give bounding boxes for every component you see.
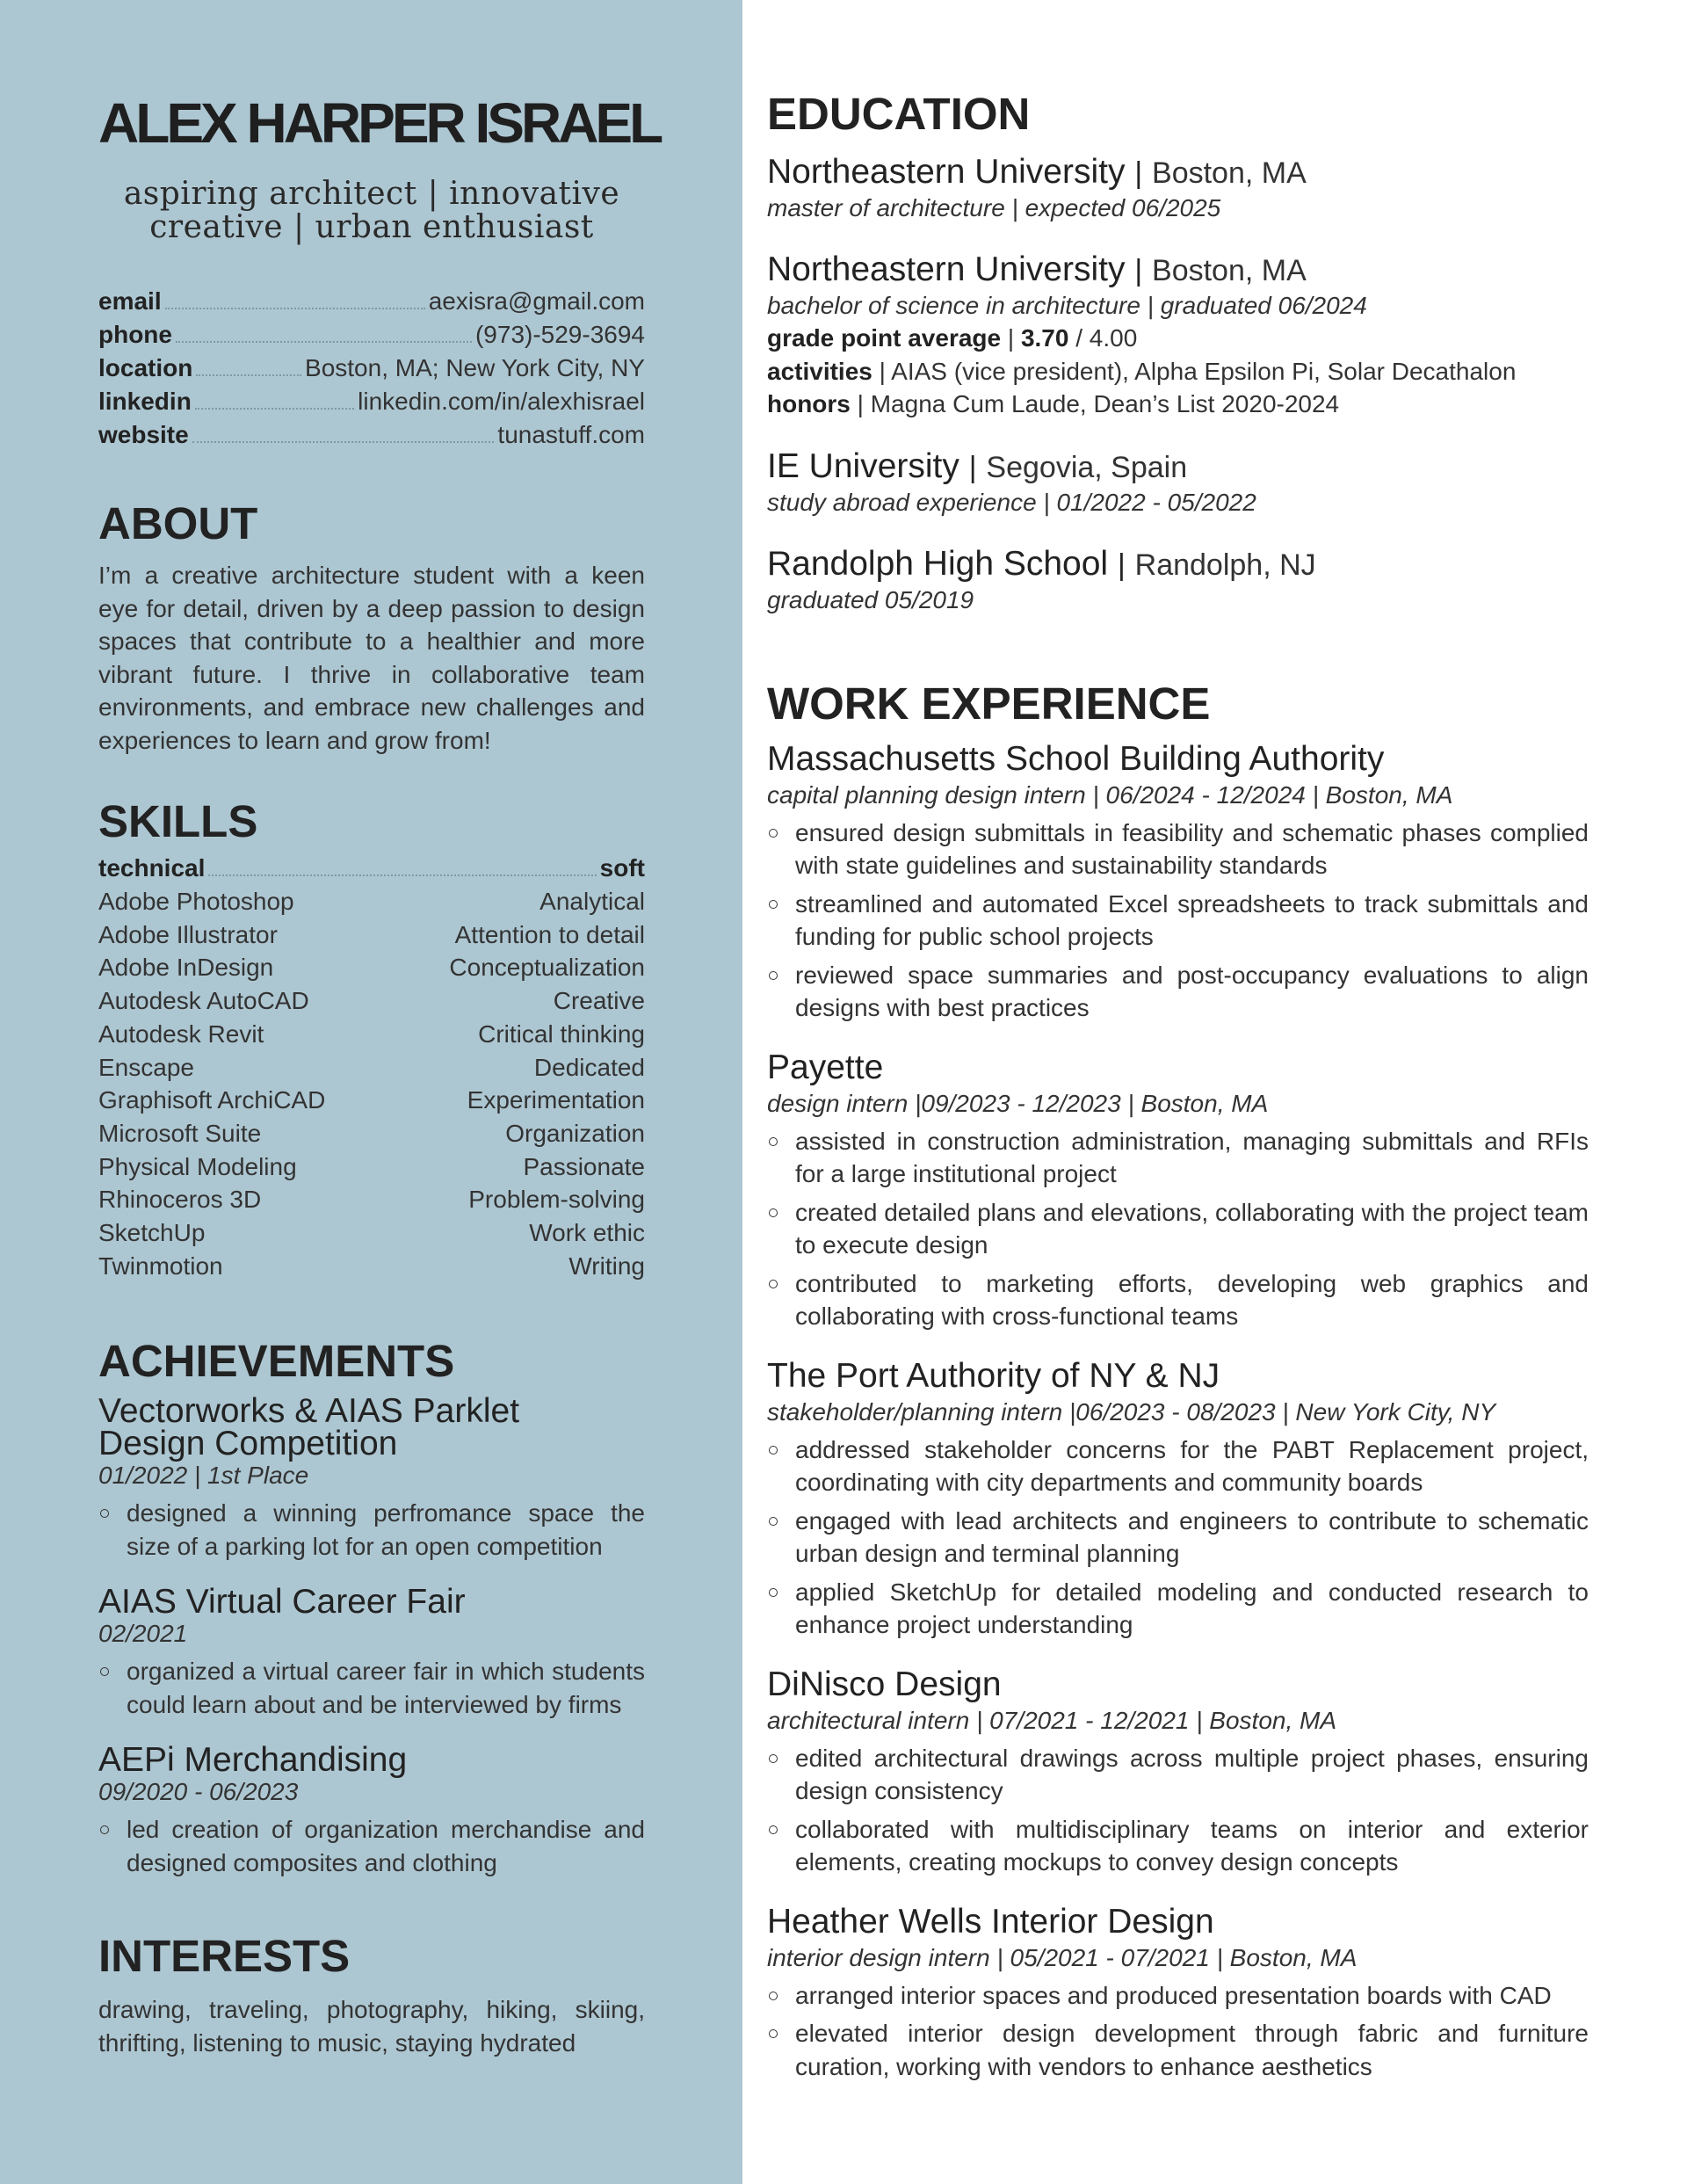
list-item: designed a winning perfromance space the size of a parking lot for an open competition — [98, 1497, 645, 1563]
job-entry — [767, 739, 1589, 1025]
technical-label: technical — [98, 854, 206, 882]
list-item: Physical Modeling — [98, 1152, 297, 1180]
job-entry — [767, 1665, 1589, 1879]
achievement-bullets — [98, 1813, 645, 1879]
list-item: Graphisoft ArchiCAD — [98, 1086, 326, 1114]
skills-heading: SKILLS — [98, 796, 258, 846]
school-line — [767, 545, 1589, 584]
leader-dots — [196, 374, 301, 376]
list-item: Writing — [568, 1252, 645, 1280]
honors-label: honors — [767, 390, 851, 417]
activities-label: activities — [767, 357, 872, 385]
list-item: Adobe Illustrator — [98, 920, 278, 948]
list-item: Experimentation — [467, 1086, 645, 1114]
contact-label: phone — [98, 321, 172, 348]
list-item: Dedicated — [533, 1053, 645, 1081]
candidate-name: ALEX HARPER ISRAEL — [98, 91, 661, 155]
soft-skills-list — [449, 885, 645, 1282]
school-name: IE University — [767, 446, 959, 485]
tagline-line-1: aspiring architect | innovative — [123, 176, 620, 212]
job-role: design intern |09/2023 - 12/2023 | Boston, MA — [767, 1089, 1269, 1117]
separator: | — [857, 390, 864, 417]
list-item: arranged interior spaces and produced presentation boards with CAD — [767, 1979, 1589, 2013]
leader-dots — [165, 308, 425, 309]
contact-label: location — [98, 354, 193, 381]
gpa-row — [767, 322, 1589, 355]
list-item: Critical thinking — [478, 1019, 645, 1048]
leader-dots — [192, 441, 495, 443]
list-item: Work ethic — [529, 1219, 645, 1247]
phone-link[interactable]: (973)-529-3694 — [474, 321, 645, 348]
list-item: collaborated with multidisciplinary teams on interior and exterior elements, creating mockups to convey design concepts — [767, 1813, 1589, 1879]
contact-list — [98, 285, 645, 452]
achievement-title-line-1: Vectorworks & AIAS Parklet — [98, 1392, 520, 1431]
website-link[interactable]: tunastuff.com — [497, 421, 645, 448]
school-location: Randolph, NJ — [1134, 548, 1316, 582]
list-item: streamlined and automated Excel spreadsheets to track submittals and funding for public school projects — [767, 888, 1589, 954]
list-item: Twinmotion — [98, 1252, 223, 1280]
achievement-title-line-2: Design Competition — [98, 1425, 398, 1463]
soft-label: soft — [599, 854, 645, 882]
job-role: capital planning design intern | 06/2024 - 12/2024 | Boston, MA — [767, 780, 1453, 809]
leader-dots — [208, 874, 596, 876]
company-name: DiNisco Design — [767, 1665, 1002, 1703]
achievement-title: AEPi Merchandising — [98, 1741, 408, 1780]
achievement-title: AIAS Virtual Career Fair — [98, 1583, 466, 1622]
list-item: Autodesk Revit — [98, 1019, 264, 1048]
achievement-title — [98, 1392, 645, 1463]
job-bullets — [767, 1979, 1589, 2084]
list-item: reviewed space summaries and post-occupancy evaluations to align designs with best practices — [767, 959, 1589, 1025]
activities-value: AIAS (vice president), Alpha Epsilon Pi, Solar Decathalon — [891, 357, 1517, 385]
sidebar-content — [98, 88, 661, 2059]
technical-skills-list — [98, 885, 325, 1282]
honors-value: Magna Cum Laude, Dean’s List 2020-2024 — [870, 390, 1340, 417]
education-heading: EDUCATION — [767, 89, 1031, 139]
sidebar-panel — [0, 0, 742, 2184]
work-experience-heading: WORK EXPERIENCE — [767, 678, 1211, 729]
job-role: stakeholder/planning intern |06/2023 - 08/2023 | New York City, NY — [767, 1397, 1496, 1426]
about-heading: ABOUT — [98, 498, 258, 548]
job-bullets — [767, 1742, 1589, 1879]
achievement-date: 09/2020 - 06/2023 — [98, 1778, 299, 1806]
school-name: Northeastern University — [767, 250, 1126, 288]
achievements-heading: ACHIEVEMENTS — [98, 1336, 455, 1387]
school-line — [767, 250, 1589, 290]
list-item: edited architectural drawings across multiple project phases, ensuring design consistency — [767, 1742, 1589, 1808]
achievement-date: 01/2022 | 1st Place — [98, 1462, 309, 1490]
job-entry — [767, 1902, 1589, 2084]
contact-linkedin — [98, 385, 645, 418]
list-item: Adobe InDesign — [98, 954, 274, 982]
school-degree: graduated 05/2019 — [767, 585, 974, 613]
contact-location — [98, 352, 645, 385]
achievement-item — [98, 1585, 645, 1721]
school-location: Segovia, Spain — [986, 450, 1188, 484]
school-degree: study abroad experience | 01/2022 - 05/2022 — [767, 488, 1256, 516]
email-link[interactable]: aexisra@gmail.com — [428, 287, 645, 315]
linkedin-link[interactable]: linkedin.com/in/alexhisrael — [358, 388, 645, 415]
activities-row — [767, 355, 1589, 388]
school-entry — [767, 545, 1589, 616]
list-item: Passionate — [523, 1152, 645, 1180]
job-bullets — [767, 1125, 1589, 1333]
achievement-item — [98, 1741, 645, 1879]
gpa-max: / 4.00 — [1075, 324, 1138, 352]
about-text: I’m a creative architecture student with a keen eye for detail, driven by a deep passion to design spaces that contribute to a healthier and more vibrant future. I thrive in collaborative team environments, and embrace new challenges and experiences to learn and grow from! — [98, 562, 645, 754]
school-degree: master of architecture | expected 06/2025 — [767, 194, 1221, 221]
contact-phone — [98, 318, 645, 352]
school-location: Boston, MA — [1152, 156, 1307, 190]
skills-column-headers — [98, 852, 645, 885]
separator: | — [968, 450, 977, 484]
school-entry — [767, 250, 1589, 421]
job-bullets — [767, 816, 1589, 1025]
company-name: The Port Authority of NY & NJ — [767, 1356, 1220, 1395]
list-item: Analytical — [539, 888, 645, 915]
list-item: Organization — [505, 1119, 645, 1147]
tagline-line-2: creative | urban enthusiast — [149, 209, 594, 245]
list-item: assisted in construction administration, managing submittals and RFIs for a large institutional project — [767, 1125, 1589, 1191]
list-item: Autodesk AutoCAD — [98, 987, 309, 1015]
list-item: Problem-solving — [468, 1186, 645, 1214]
list-item: Rhinoceros 3D — [98, 1186, 262, 1214]
separator: | — [1134, 156, 1143, 190]
separator: | — [879, 357, 886, 385]
contact-label: website — [98, 421, 189, 448]
company-name: Payette — [767, 1048, 884, 1086]
school-degree: bachelor of science in architecture | graduated 06/2024 — [767, 292, 1367, 319]
job-role: interior design intern | 05/2021 - 07/2021 | Boston, MA — [767, 1943, 1358, 1971]
school-name: Randolph High School — [767, 544, 1109, 583]
achievement-bullets — [98, 1497, 645, 1563]
contact-email — [98, 285, 645, 318]
location-value: Boston, MA; New York City, NY — [305, 354, 645, 381]
list-item: elevated interior design development through fabric and furniture curation, working with vendors to enhance aesthetics — [767, 2017, 1589, 2083]
list-item: Attention to detail — [454, 920, 645, 948]
school-location: Boston, MA — [1152, 254, 1307, 287]
school-name: Northeastern University — [767, 153, 1126, 191]
list-item: created detailed plans and elevations, collaborating with the project team to execute design — [767, 1196, 1589, 1262]
school-entry — [767, 447, 1589, 519]
list-item: contributed to marketing efforts, developing web graphics and collaborating with cross-functional teams — [767, 1267, 1589, 1333]
gpa-value: 3.70 — [1020, 324, 1069, 352]
interests-text: drawing, traveling, photography, hiking, skiing, thrifting, listening to music, staying hydrated — [98, 1996, 645, 2057]
list-item: Conceptualization — [449, 954, 645, 982]
company-name: Heather Wells Interior Design — [767, 1902, 1214, 1941]
contact-website — [98, 418, 645, 452]
list-item: Creative — [553, 987, 645, 1015]
honors-row — [767, 388, 1589, 421]
interests-heading: INTERESTS — [98, 1931, 351, 1982]
list-item: ensured design submittals in feasibility and schematic phases complied with state guidelines and sustainability standards — [767, 816, 1589, 882]
separator: | — [1117, 548, 1126, 582]
contact-label: email — [98, 287, 162, 315]
job-role: architectural intern | 07/2021 - 12/2021 | Boston, MA — [767, 1706, 1337, 1734]
job-entry — [767, 1356, 1589, 1642]
company-name: Massachusetts School Building Authority — [767, 739, 1385, 778]
list-item: Microsoft Suite — [98, 1119, 262, 1147]
list-item: addressed stakeholder concerns for the PABT Replacement project, coordinating with city departments and community boards — [767, 1433, 1589, 1499]
list-item: led creation of organization merchandise and designed composites and clothing — [98, 1813, 645, 1879]
separator: | — [1007, 324, 1015, 352]
list-item: applied SketchUp for detailed modeling and conducted research to enhance project understanding — [767, 1576, 1589, 1642]
list-item: engaged with lead architects and engineers to contribute to schematic urban design and terminal planning — [767, 1505, 1589, 1571]
job-bullets — [767, 1433, 1589, 1642]
separator: | — [1134, 254, 1143, 287]
main-content — [767, 88, 1589, 2088]
contact-label: linkedin — [98, 388, 192, 415]
skills-grid — [98, 885, 645, 1282]
school-line — [767, 153, 1589, 192]
leader-dots — [176, 341, 472, 343]
list-item: SketchUp — [98, 1219, 206, 1247]
achievement-item — [98, 1392, 645, 1563]
achievement-bullets — [98, 1655, 645, 1721]
achievement-date: 02/2021 — [98, 1620, 188, 1648]
tagline — [98, 178, 645, 244]
list-item: Enscape — [98, 1053, 194, 1081]
job-entry — [767, 1048, 1589, 1333]
leader-dots — [195, 408, 354, 410]
school-entry — [767, 153, 1589, 224]
school-line — [767, 447, 1589, 487]
gpa-label: grade point average — [767, 324, 1002, 352]
list-item: organized a virtual career fair in which students could learn about and be interviewed by firms — [98, 1655, 645, 1721]
list-item: Adobe Photoshop — [98, 888, 294, 915]
